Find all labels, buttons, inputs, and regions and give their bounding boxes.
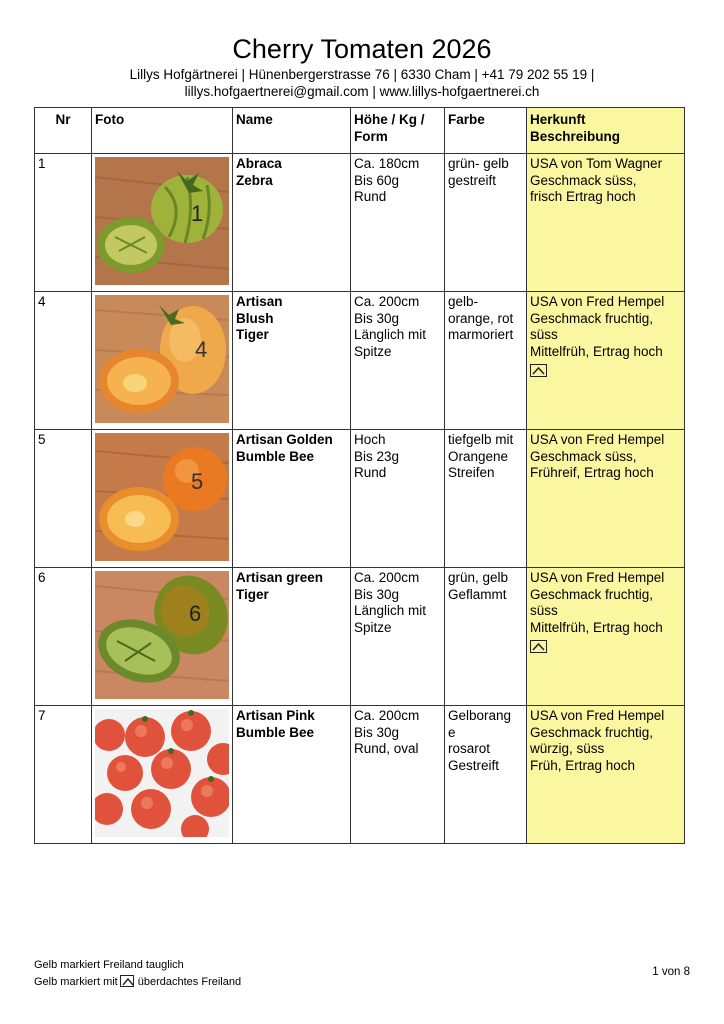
table-header-row [35,108,685,154]
page-number: 1 von 8 [652,966,690,978]
legend-prefix: Gelb markiert mit [34,976,118,988]
table-row [35,292,685,430]
photo-cell [92,154,233,292]
legend-open-field: Gelb markiert Freiland tauglich [34,959,184,971]
color-description: grün- gelb gestreift [445,154,527,292]
color-description: grün, gelb Geflammt [445,568,527,706]
header-nr: Nr [35,108,92,154]
tomato-photo-icon [95,433,229,561]
variety-name: Artisan green Tiger [233,568,351,706]
header-name: Name [233,108,351,154]
variety-name: Abraca Zebra [233,154,351,292]
color-description: gelb- orange, rot marmoriert [445,292,527,430]
page-subtitle [0,66,724,100]
legend-suffix: überdachtes Freiland [137,976,242,988]
table-row [35,430,685,568]
tomato-table [34,107,685,844]
tomato-photo-icon [95,295,229,423]
photo-cell [92,430,233,568]
header-hoehe: Höhe / Kg / Form [351,108,445,154]
roof-icon [120,975,134,987]
header-herkunft: Herkunft Beschreibung [527,108,685,154]
svg-text:6: 6 [189,601,202,626]
contact-line: lillys.hofgaertnerei@gmail.com | www.lillys-hofgaertnerei.ch [184,84,540,99]
row-number: 7 [35,706,92,844]
table-row [35,154,685,292]
address-line: Lillys Hofgärtnerei | Hünenbergerstrasse 76 | 6330 Cham | +41 79 202 55 19 | [129,67,595,82]
legend-covered-field [34,975,241,989]
origin-description: USA von Fred Hempel Geschmack fruchtig, süss Mittelfrüh, Ertrag hoch [527,568,685,706]
row-number: 4 [35,292,92,430]
svg-text:1: 1 [191,201,204,226]
variety-name: Artisan Pink Bumble Bee [233,706,351,844]
height-weight-form: Ca. 200cm Bis 30g Länglich mit Spitze [351,568,445,706]
photo-cell [92,706,233,844]
variety-name: Artisan Golden Bumble Bee [233,430,351,568]
tomato-photo-icon [95,709,229,837]
table-row [35,568,685,706]
origin-description: USA von Fred Hempel Geschmack fruchtig, würzig, süss Früh, Ertrag hoch [527,706,685,844]
row-number: 1 [35,154,92,292]
svg-text:5: 5 [191,469,204,494]
height-weight-form: Hoch Bis 23g Rund [351,430,445,568]
height-weight-form: Ca. 180cm Bis 60g Rund [351,154,445,292]
color-description: Gelborang e rosarot Gestreift [445,706,527,844]
variety-name: Artisan Blush Tiger [233,292,351,430]
page-title: Cherry Tomaten 2026 [232,34,492,64]
roof-icon [530,364,547,377]
photo-cell [92,568,233,706]
color-description: tiefgelb mit Orangene Streifen [445,430,527,568]
row-number: 5 [35,430,92,568]
svg-text:4: 4 [195,337,208,362]
photo-cell [92,292,233,430]
roof-icon [530,640,547,653]
table-row [35,706,685,844]
tomato-photo-icon [95,157,229,285]
header-foto: Foto [92,108,233,154]
origin-description: USA von Tom Wagner Geschmack süss, frisch Ertrag hoch [527,154,685,292]
origin-description: USA von Fred Hempel Geschmack fruchtig, süss Mittelfrüh, Ertrag hoch [527,292,685,430]
tomato-photo-icon [95,571,229,699]
height-weight-form: Ca. 200cm Bis 30g Rund, oval [351,706,445,844]
header-farbe: Farbe [445,108,527,154]
origin-description: USA von Fred Hempel Geschmack süss, Frühreif, Ertrag hoch [527,430,685,568]
row-number: 6 [35,568,92,706]
height-weight-form: Ca. 200cm Bis 30g Länglich mit Spitze [351,292,445,430]
